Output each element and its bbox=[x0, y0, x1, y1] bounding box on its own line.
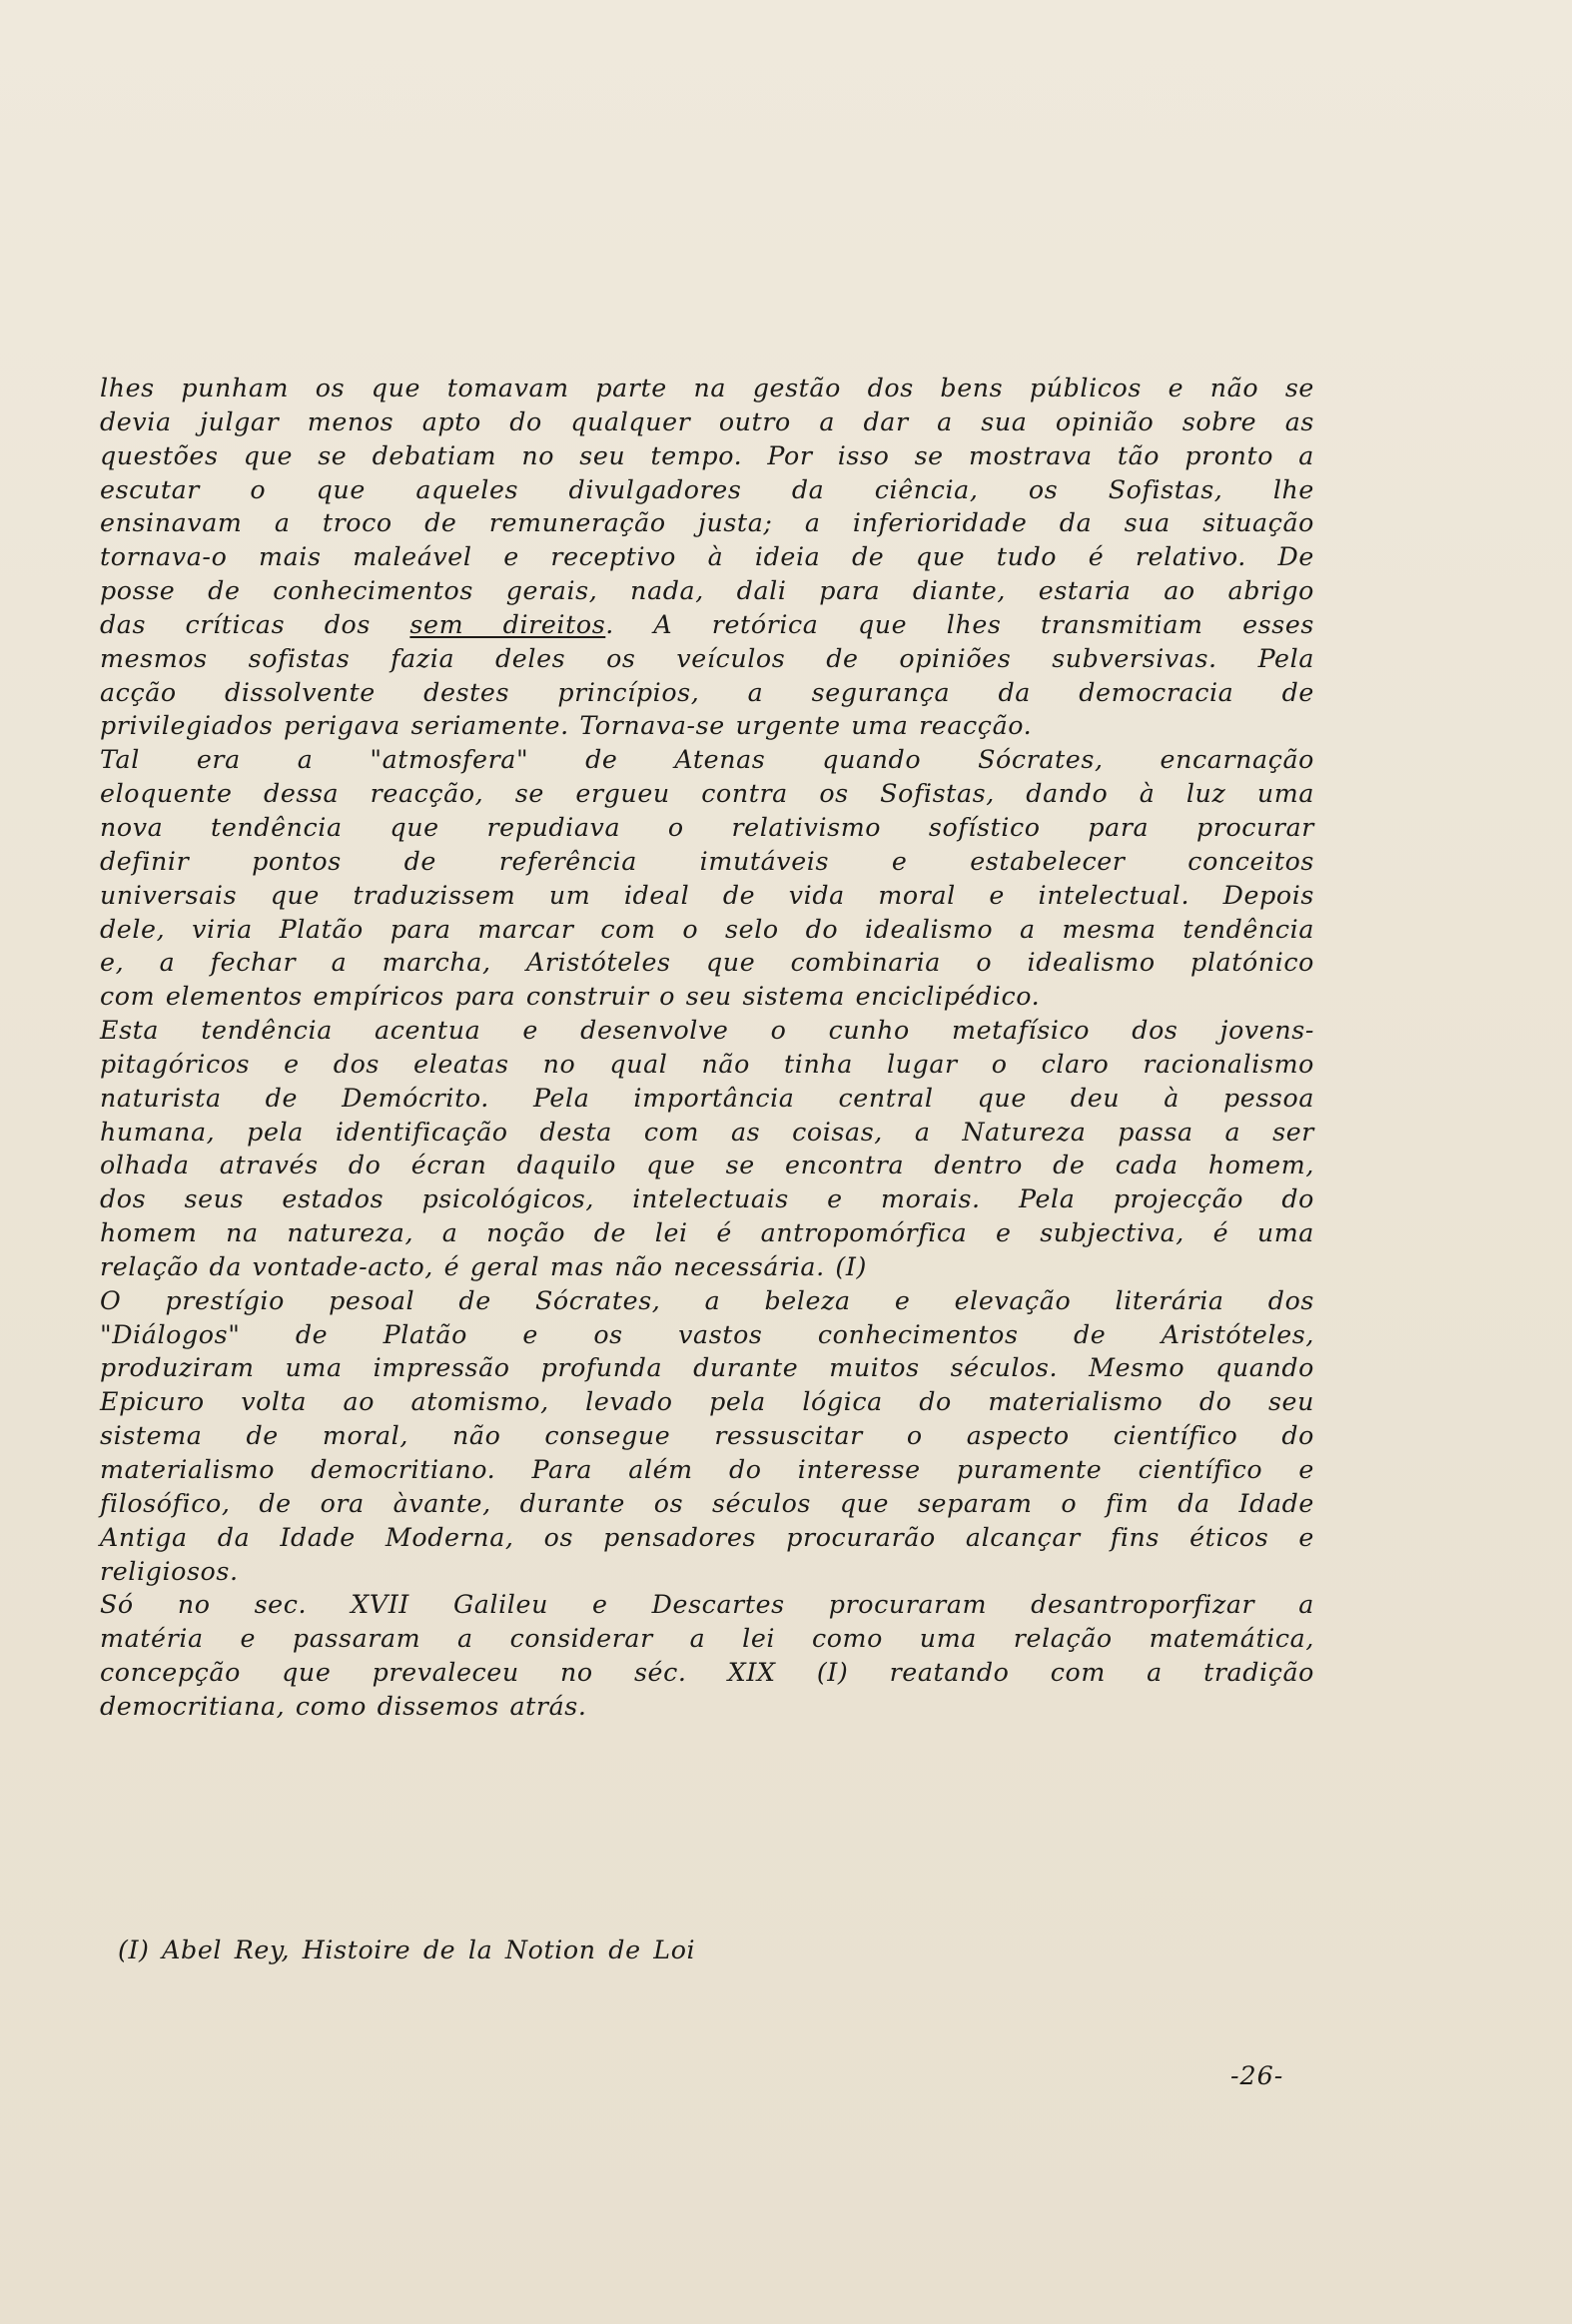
text-line: privilegiados perigava seriamente. Tornava-se urgente uma reacção. bbox=[100, 711, 1033, 741]
text-line: humana, pela identificação desta com as coisas, a Natureza passa a ser bbox=[100, 1117, 1314, 1147]
text-line bbox=[100, 608, 1314, 642]
text-line: com elementos empíricos para construir o seu sistema enciclipédico. bbox=[100, 982, 1041, 1012]
text-segment: . A retórica que lhes transmitiam esses bbox=[605, 609, 1315, 639]
text-line: universais que traduzissem um ideal de vida moral e intelectual. Depois bbox=[100, 880, 1314, 910]
text-line: pitagóricos e dos eleatas no qual não tinha lugar o claro racionalismo bbox=[100, 1049, 1314, 1079]
text-line: sistema de moral, não consegue ressuscitar o aspecto científico do bbox=[100, 1421, 1314, 1451]
text-line: olhada através do écran daquilo que se encontra dentro de cada homem, bbox=[100, 1151, 1314, 1180]
underlined-phrase: sem direitos bbox=[409, 609, 606, 639]
text-line: acção dissolvente destes princípios, a segurança da democracia de bbox=[100, 677, 1314, 707]
text-line: produziram uma impressão profunda durante muitos séculos. Mesmo quando bbox=[100, 1353, 1314, 1383]
page-number: -26- bbox=[1230, 2061, 1284, 2090]
text-line: tornava-o mais maleável e receptivo à ideia de que tudo é relativo. De bbox=[100, 542, 1314, 572]
text-line: mesmos sofistas fazia deles os veículos de opiniões subversivas. Pela bbox=[100, 643, 1314, 673]
text-line: dos seus estados psicológicos, intelectuais e morais. Pela projecção do bbox=[100, 1184, 1314, 1214]
text-line: lhes punham os que tomavam parte na gestão dos bens públicos e não se bbox=[100, 374, 1314, 402]
text-line: materialismo democritiano. Para além do interesse puramente científico e bbox=[100, 1455, 1314, 1484]
text-line: posse de conhecimentos gerais, nada, dali para diante, estaria ao abrigo bbox=[100, 576, 1314, 606]
text-segment: das críticas dos bbox=[100, 609, 410, 639]
text-line: Tal era a "atmosfera" de Atenas quando Sócrates, encarnação bbox=[100, 745, 1314, 775]
text-line: ensinavam a troco de remuneração justa; a inferioridade da sua situação bbox=[100, 508, 1314, 538]
text-line: religiosos. bbox=[100, 1556, 239, 1586]
text-line: definir pontos de referência imutáveis e estabelecer conceitos bbox=[100, 846, 1314, 876]
text-line: relação da vontade-acto, é geral mas não necessária. (I) bbox=[100, 1251, 867, 1281]
text-line: O prestígio pesoal de Sócrates, a beleza e elevação literária dos bbox=[100, 1285, 1314, 1315]
text-line: Epicuro volta ao atomismo, levado pela lógica do materialismo do seu bbox=[100, 1387, 1314, 1417]
text-line: Antiga da Idade Moderna, os pensadores procurarão alcançar fins éticos e bbox=[100, 1522, 1314, 1552]
text-line: devia julgar menos apto do qualquer outro a dar a sua opinião sobre as bbox=[100, 406, 1314, 436]
text-line: escutar o que aqueles divulgadores da ciência, os Sofistas, lhe bbox=[100, 474, 1314, 504]
text-line: Só no sec. XVII Galileu e Descartes procuraram desantroporfizar a bbox=[100, 1590, 1314, 1620]
text-line: eloquente dessa reacção, se ergueu contra os Sofistas, dando à luz uma bbox=[100, 779, 1314, 809]
text-line: filosófico, de ora àvante, durante os séculos que separam o fim da Idade bbox=[100, 1488, 1314, 1518]
text-line: nova tendência que repudiava o relativismo sofístico para procurar bbox=[100, 812, 1314, 842]
text-line: matéria e passaram a considerar a lei como uma relação matemática, bbox=[100, 1624, 1314, 1654]
text-line: dele, viria Platão para marcar com o selo do idealismo a mesma tendência bbox=[100, 914, 1314, 944]
body-text bbox=[100, 372, 1314, 1724]
text-line: democritiana, como dissemos atrás. bbox=[100, 1691, 587, 1721]
text-line: Esta tendência acentua e desenvolve o cunho metafísico dos jovens- bbox=[100, 1016, 1314, 1046]
text-line: homem na natureza, a noção de lei é antropomórfica e subjectiva, é uma bbox=[100, 1218, 1314, 1248]
text-line: "Diálogos" de Platão e os vastos conhecimentos de Aristóteles, bbox=[100, 1319, 1314, 1349]
text-line: questões que se debatiam no seu tempo. Por isso se mostrava tão pronto a bbox=[100, 440, 1314, 470]
text-line: naturista de Demócrito. Pela importância central que deu à pessoa bbox=[100, 1083, 1314, 1113]
text-line: concepção que prevaleceu no séc. XIX (I) reatando com a tradição bbox=[100, 1658, 1314, 1688]
footnote: (I) Abel Rey, Histoire de la Notion de Loi bbox=[118, 1936, 696, 1964]
text-line: e, a fechar a marcha, Aristóteles que combinaria o idealismo platónico bbox=[100, 948, 1314, 978]
